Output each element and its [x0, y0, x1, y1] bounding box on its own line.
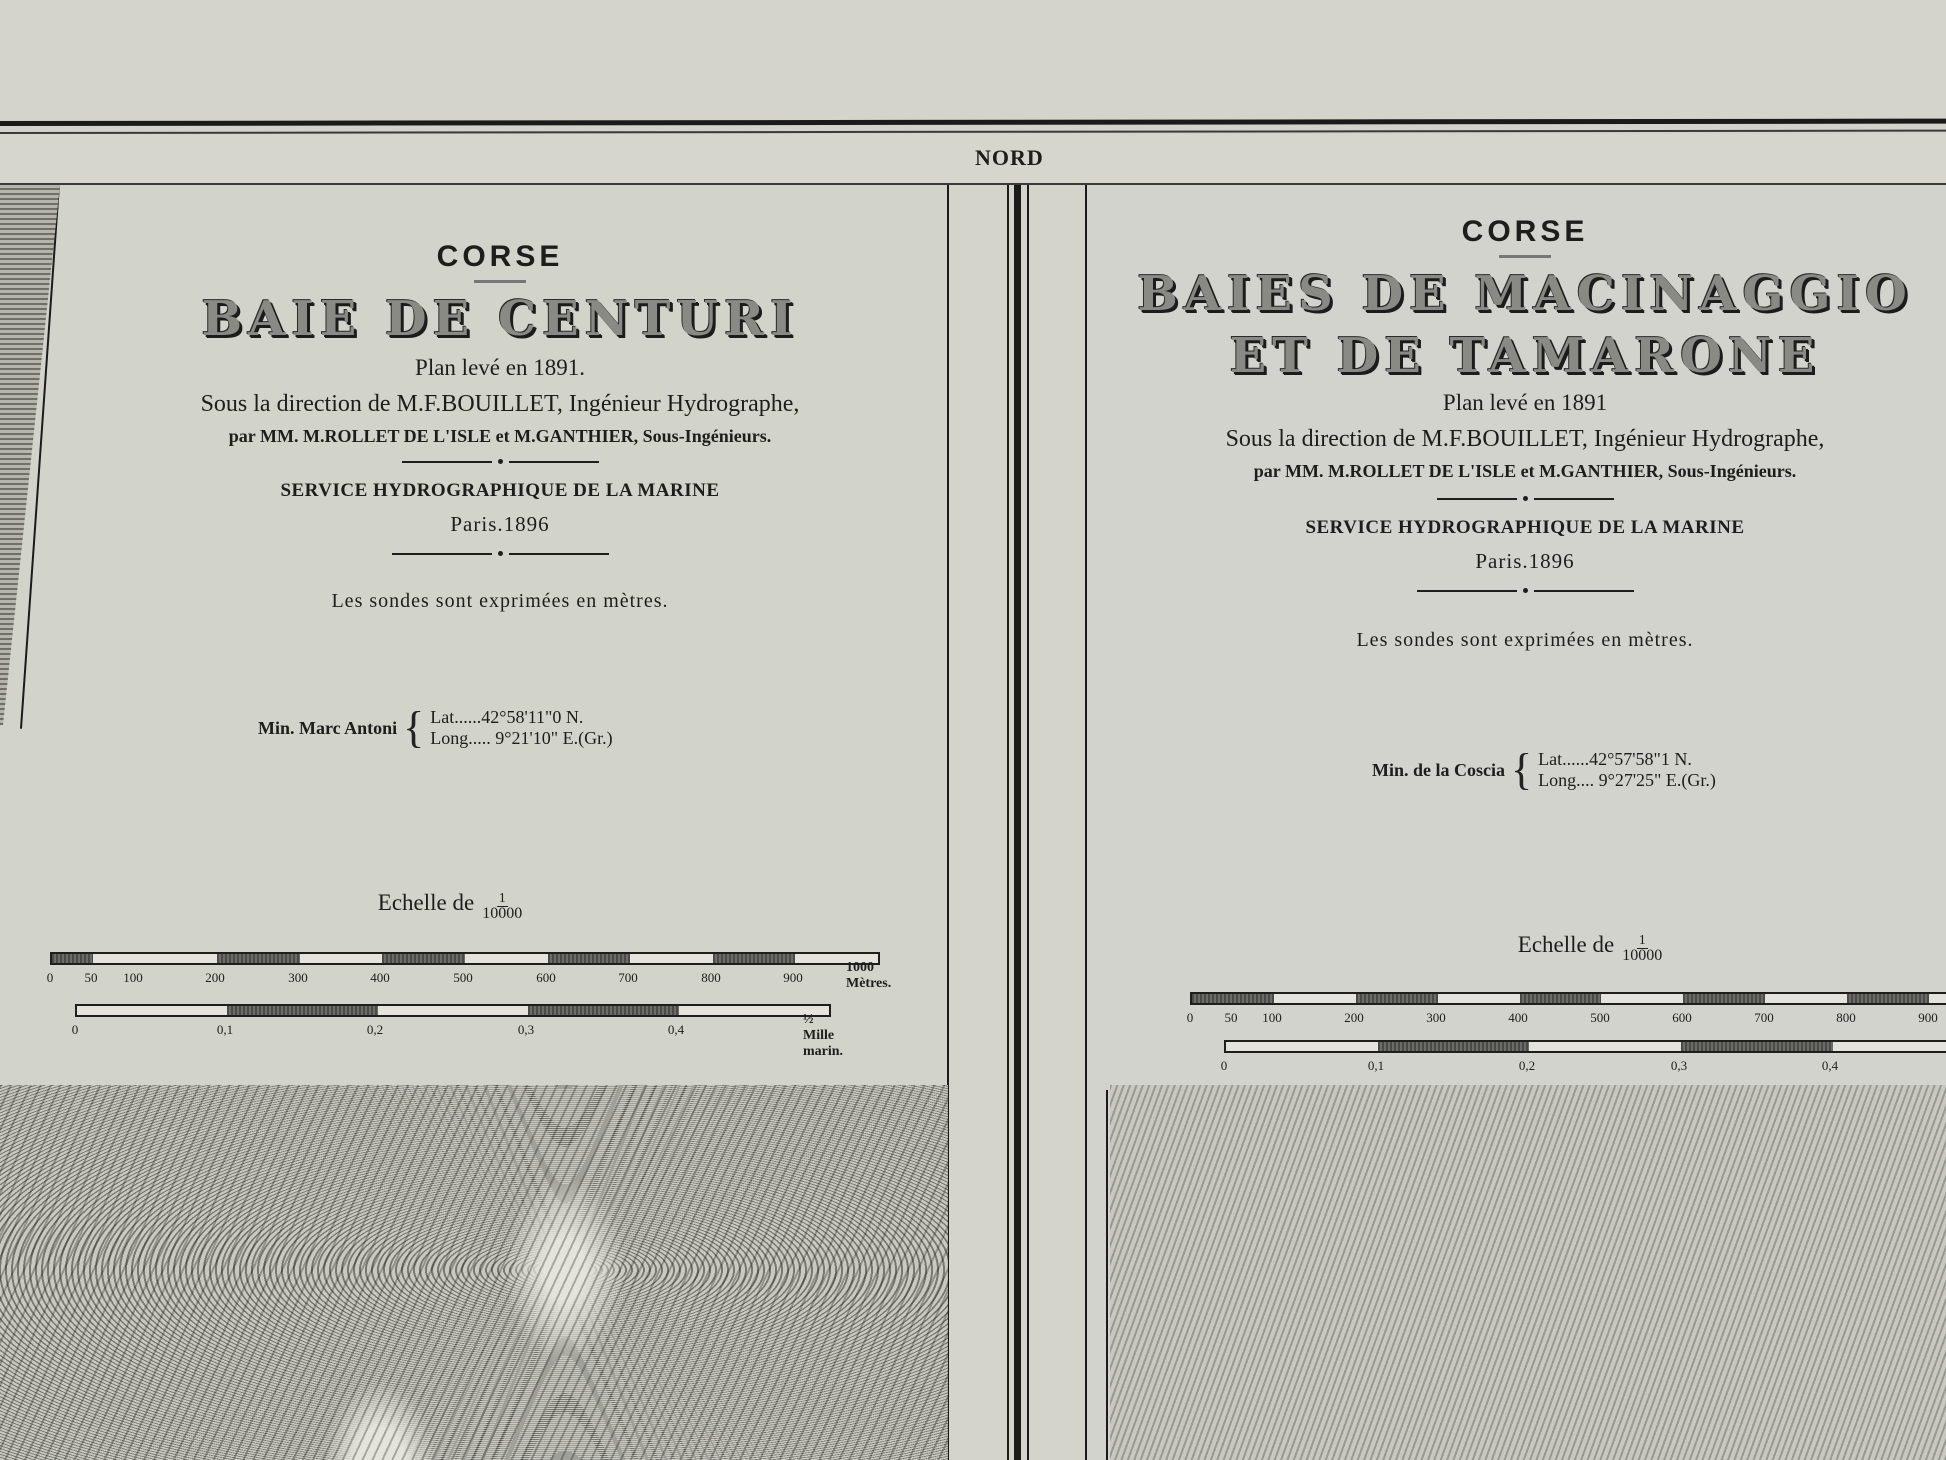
- left-relief-hatching: [0, 1085, 948, 1460]
- left-chart-title: BAIE DE CENTURI: [201, 291, 799, 347]
- border-rule-thick: [0, 119, 1946, 126]
- left-reference-point: [258, 703, 613, 752]
- tick-label: 0: [1186, 1010, 1194, 1025]
- right-scale-denominator: 10000: [1622, 946, 1663, 964]
- left-direction-credit: Sous la direction de M.F.BOUILLET, Ingénieur Hydrographe,: [200, 391, 800, 417]
- miles-unit-label: ½ Mille marin.: [803, 1012, 844, 1059]
- tick-label: 0,3: [517, 1022, 535, 1037]
- right-metres-scalebar: [1186, 992, 1946, 1025]
- tick-label: 500: [1590, 1010, 1610, 1025]
- tick-label: 300: [288, 970, 308, 985]
- left-metres-scalebar: [46, 952, 892, 991]
- right-scale-numerator: 1: [1638, 932, 1646, 948]
- left-title-block: [60, 240, 940, 613]
- tick-label: 100: [1262, 1010, 1282, 1025]
- right-relief-engraving: [1110, 1085, 1946, 1460]
- right-publication: Paris.1896: [1475, 549, 1575, 573]
- orientation-band: [0, 134, 1946, 184]
- tick-label: 300: [1426, 1010, 1446, 1025]
- tick-label: 500: [453, 970, 473, 985]
- tick-label: 600: [1672, 1010, 1692, 1025]
- tick-label: 0,1: [216, 1022, 234, 1037]
- right-soundings-note: Les sondes sont exprimées en mètres.: [1356, 629, 1694, 651]
- right-region-rule: [1499, 255, 1551, 258]
- tick-label: 600: [536, 970, 556, 985]
- divider-thin-line-left: [1007, 185, 1009, 1460]
- tick-label: 200: [205, 970, 225, 985]
- tick-label: 0: [71, 1022, 79, 1037]
- right-chart-title-line1: BAIES DE MACINAGGIO: [1137, 266, 1913, 322]
- tick-label: 700: [618, 970, 638, 985]
- right-region-label: CORSE: [1461, 215, 1589, 248]
- right-ref-lat: Lat......42°57'58"1 N.: [1538, 749, 1692, 769]
- brace-icon: {: [1511, 745, 1533, 794]
- right-chart-title-line2: ET DE TAMARONE: [1229, 328, 1821, 384]
- left-ornament-rule-1: [60, 459, 940, 464]
- paper-top-margin: [0, 0, 1946, 122]
- right-scale-fraction: [1622, 934, 1662, 963]
- right-miles-scalebar: [1220, 1040, 1946, 1073]
- left-scale-denominator: 10000: [482, 904, 523, 922]
- metres-unit-label: 1000 Mètres.: [846, 960, 892, 991]
- tick-label: 0,4: [667, 1022, 685, 1037]
- right-ornament-rule-1: [1110, 496, 1940, 501]
- orientation-label: NORD: [975, 145, 1044, 170]
- right-service-label: SERVICE HYDROGRAPHIQUE DE LA MARINE: [1305, 517, 1745, 538]
- tick-label: 900: [783, 970, 803, 985]
- tick-label: 50: [84, 970, 98, 985]
- tick-label: 700: [1754, 1010, 1774, 1025]
- right-scale-label: Echelle de: [1517, 932, 1615, 957]
- tick-label: 0,2: [1518, 1058, 1536, 1073]
- right-reference-point: [1372, 745, 1716, 794]
- right-map-neatline: [1106, 1090, 1108, 1460]
- left-region-label: CORSE: [436, 240, 564, 273]
- tick-label: 0,3: [1670, 1058, 1688, 1073]
- left-ref-lat: Lat......42°58'11"0 N.: [430, 707, 584, 727]
- tick-label: 800: [1836, 1010, 1856, 1025]
- left-scale-numerator: 1: [498, 890, 506, 906]
- divider-thin-line-right: [1027, 185, 1029, 1460]
- right-surveyors-credit: par MM. M.ROLLET DE L'ISLE et M.GANTHIER, Sous-Ingénieurs.: [1253, 461, 1797, 481]
- tick-label: 800: [701, 970, 721, 985]
- tick-label: 0,4: [1821, 1058, 1839, 1073]
- left-service-label: SERVICE HYDROGRAPHIQUE DE LA MARINE: [280, 480, 720, 501]
- tick-label: 400: [1508, 1010, 1528, 1025]
- right-ref-name: Min. de la Coscia: [1372, 759, 1505, 780]
- tick-label: 900: [1918, 1010, 1938, 1025]
- tick-label: 0,2: [366, 1022, 384, 1037]
- right-title-block: [1110, 215, 1940, 652]
- left-scale-label: Echelle de: [377, 890, 475, 915]
- left-miles-scalebar: [71, 1004, 844, 1059]
- right-scale-title: [1440, 932, 1740, 963]
- right-panel-border: [1085, 185, 1087, 1460]
- left-region-rule: [474, 280, 526, 283]
- left-survey-date: Plan levé en 1891.: [415, 355, 585, 380]
- divider-thick-line: [1014, 185, 1021, 1460]
- tick-label: 200: [1344, 1010, 1364, 1025]
- left-scale-title: [300, 890, 600, 921]
- left-scale-fraction: [482, 892, 522, 921]
- left-ornament-rule-2: [60, 551, 940, 556]
- tick-label: 0: [1220, 1058, 1228, 1073]
- left-ref-long: Long..... 9°21'10" E.(Gr.): [430, 728, 613, 748]
- right-ref-long: Long.... 9°27'25" E.(Gr.): [1538, 770, 1716, 790]
- brace-icon: {: [403, 703, 425, 752]
- left-surveyors-credit: par MM. M.ROLLET DE L'ISLE et M.GANTHIER, Sous-Ingénieurs.: [228, 426, 772, 446]
- tick-label: 50: [1224, 1010, 1238, 1025]
- left-soundings-note: Les sondes sont exprimées en mètres.: [331, 590, 669, 612]
- tick-label: 100: [123, 970, 143, 985]
- right-direction-credit: Sous la direction de M.F.BOUILLET, Ingénieur Hydrographe,: [1225, 426, 1825, 452]
- tick-label: 0: [46, 970, 54, 985]
- tick-label: 400: [370, 970, 390, 985]
- left-ref-name: Min. Marc Antoni: [258, 717, 398, 738]
- right-ornament-rule-2: [1110, 588, 1940, 593]
- left-publication: Paris.1896: [450, 512, 550, 536]
- tick-label: 0,1: [1367, 1058, 1385, 1073]
- right-survey-date: Plan levé en 1891: [1442, 390, 1608, 415]
